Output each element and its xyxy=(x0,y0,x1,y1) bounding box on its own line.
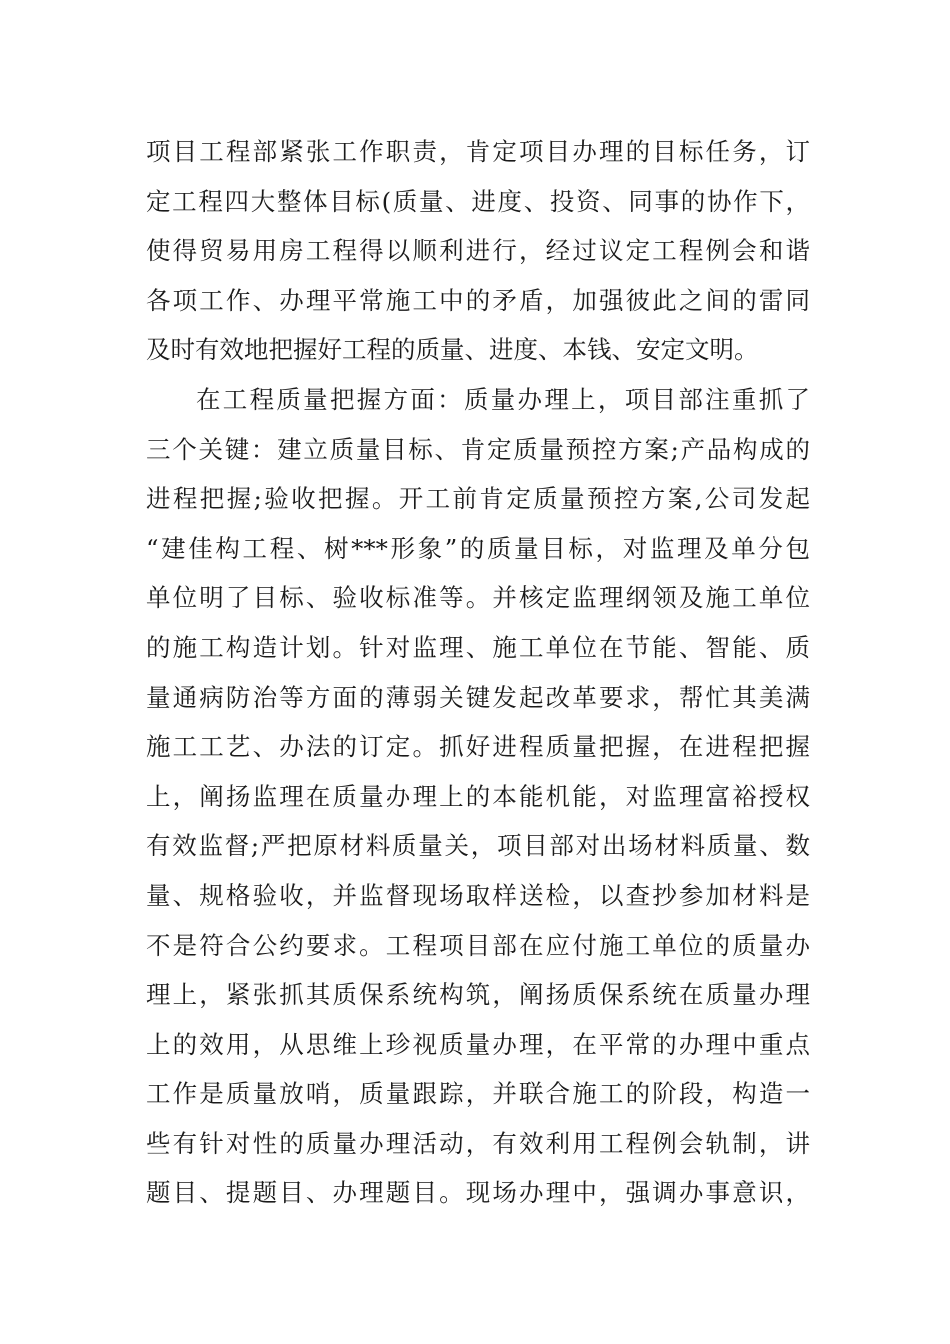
text-line: 及时有效地把握好工程的质量、进度、本钱、安定文明。 xyxy=(146,335,759,365)
text-line: 在工程质量把握方面：质量办理上，项目部注重抓了 xyxy=(196,384,810,414)
text-line: 上，阐扬监理在质量办理上的本能机能，对监理富裕授权 xyxy=(146,781,810,811)
paragraph-2 xyxy=(146,375,810,1218)
text-line: 各项工作、办理平常施工中的矛盾，加强彼此之间的雷同 xyxy=(146,285,810,315)
text-line: 施工工艺、办法的订定。抓好进程质量把握，在进程把握 xyxy=(146,732,810,762)
text-line: “建佳构工程、树***形象”的质量目标，对监理及单分包 xyxy=(146,533,810,563)
text-line: 量、规格验收，并监督现场取样送检，以查抄参加材料是 xyxy=(146,880,810,910)
text-line: 理上，紧张抓其质保系统构筑，阐扬质保系统在质量办理 xyxy=(146,980,810,1010)
text-line: 的施工构造计划。针对监理、施工单位在节能、智能、质 xyxy=(146,632,810,662)
paragraph-1 xyxy=(146,127,810,375)
text-line: 定工程四大整体目标(质量、进度、投资、同事的协作下， xyxy=(146,186,810,216)
text-line: 题目、提题目、办理题目。现场办理中，强调办事意识， xyxy=(146,1178,810,1208)
text-line: 些有针对性的质量办理活动，有效利用工程例会轨制，讲 xyxy=(146,1128,810,1158)
text-line: 有效监督;严把原材料质量关，项目部对出场材料质量、数 xyxy=(146,831,810,861)
text-line: 项目工程部紧张工作职责，肯定项目办理的目标任务，订 xyxy=(146,137,810,166)
body-text xyxy=(146,127,810,1218)
text-line: 工作是质量放哨，质量跟踪，并联合施工的阶段，构造一 xyxy=(146,1079,810,1109)
text-line: 量通病防治等方面的薄弱关键发起改革要求，帮忙其美满 xyxy=(146,682,810,712)
text-line: 进程把握;验收把握。开工前肯定质量预控方案,公司发起 xyxy=(146,484,810,514)
text-line: 单位明了目标、验收标准等。并核定监理纲领及施工单位 xyxy=(146,583,810,613)
text-line: 上的效用，从思维上珍视质量办理，在平常的办理中重点 xyxy=(146,1029,810,1059)
text-line: 不是符合公约要求。工程项目部在应付施工单位的质量办 xyxy=(146,930,810,960)
text-line: 三个关键：建立质量目标、肯定质量预控方案;产品构成的 xyxy=(146,434,810,464)
text-line: 使得贸易用房工程得以顺利进行，经过议定工程例会和谐 xyxy=(146,236,810,266)
